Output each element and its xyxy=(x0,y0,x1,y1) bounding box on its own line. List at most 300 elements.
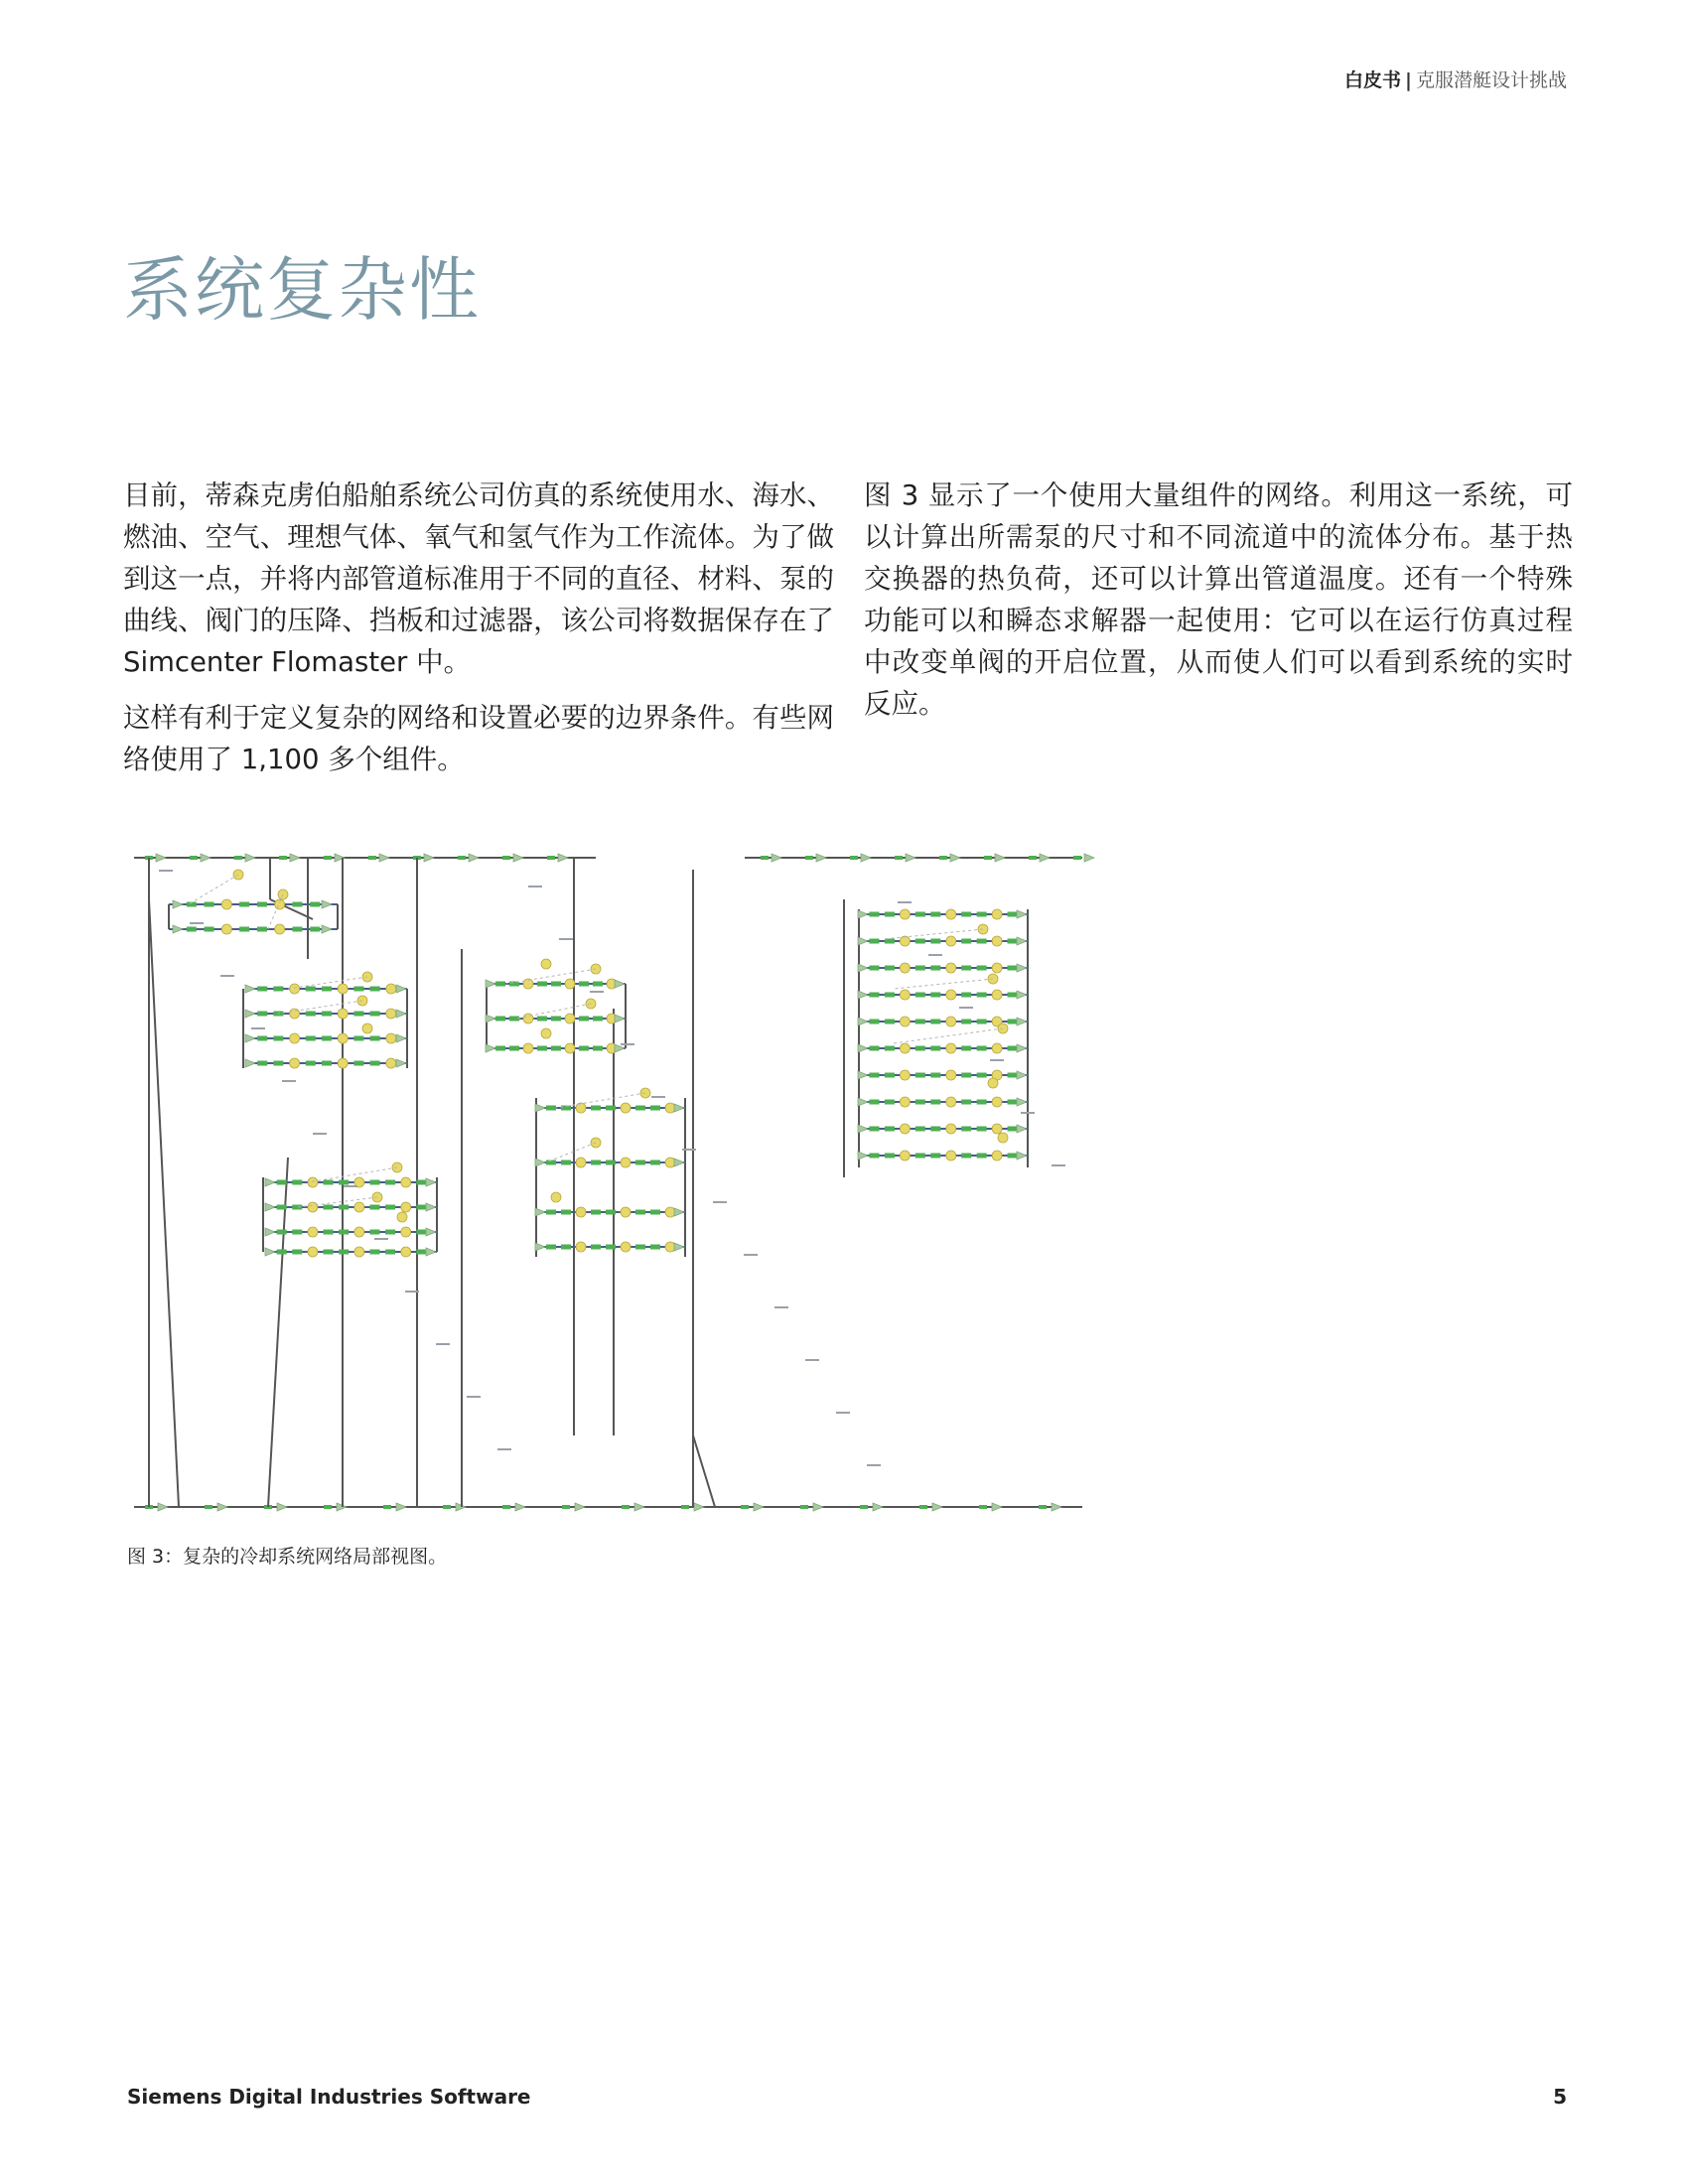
heat-exchanger xyxy=(308,1202,318,1212)
flow-node xyxy=(816,854,826,862)
pipe-component xyxy=(579,982,589,987)
flow-node xyxy=(858,1152,868,1160)
flow-node xyxy=(674,1104,684,1112)
pipe-component xyxy=(310,927,320,932)
pipe-component xyxy=(537,1046,547,1051)
pipe-component xyxy=(1029,856,1037,860)
pipe-component xyxy=(606,1210,616,1215)
heat-exchanger xyxy=(946,990,956,1000)
heat-exchanger xyxy=(621,1242,631,1252)
pipe-component xyxy=(591,1106,601,1111)
heat-exchanger xyxy=(565,1043,575,1053)
pipe-component xyxy=(292,1250,302,1255)
heat-exchanger xyxy=(362,1024,372,1033)
pipe-component xyxy=(353,1012,363,1017)
heat-exchanger xyxy=(386,1058,396,1068)
pipe-component xyxy=(961,1154,971,1159)
tiny-label-mark xyxy=(467,1396,481,1398)
pipe-component xyxy=(977,1100,987,1105)
heat-exchanger xyxy=(900,1124,910,1134)
flow-node xyxy=(513,854,523,862)
pipe-component xyxy=(277,1230,287,1235)
heat-exchanger xyxy=(998,1133,1008,1143)
flow-node xyxy=(396,985,406,993)
flow-node xyxy=(265,1228,275,1236)
pipe-component xyxy=(915,993,925,998)
flow-node xyxy=(426,1178,436,1186)
tiny-label-mark xyxy=(374,1238,388,1240)
pipe-component xyxy=(257,902,267,907)
pipe-component xyxy=(1073,856,1081,860)
flow-node xyxy=(265,1248,275,1256)
pipe-component xyxy=(961,1073,971,1078)
pipe-component xyxy=(869,1127,879,1132)
flow-node xyxy=(858,991,868,999)
pipe-component xyxy=(339,1205,349,1210)
heat-exchanger xyxy=(900,1070,910,1080)
heat-exchanger xyxy=(946,936,956,946)
pipe-component xyxy=(593,1046,603,1051)
pipe-component xyxy=(257,987,267,992)
pipe-component xyxy=(324,1250,334,1255)
heat-exchanger xyxy=(900,963,910,973)
tiny-label-mark xyxy=(436,1343,450,1345)
pipe-component xyxy=(622,1505,630,1509)
header-separator: | xyxy=(1405,69,1412,91)
network-diagram xyxy=(129,840,1097,1515)
flow-node xyxy=(426,1228,436,1236)
running-header xyxy=(1344,66,1567,92)
flow-node xyxy=(861,854,871,862)
pipe-component xyxy=(930,1020,940,1024)
pipe-component xyxy=(869,1100,879,1105)
pipe-component xyxy=(273,987,283,992)
flow-node xyxy=(1017,991,1027,999)
pipe-component xyxy=(915,939,925,944)
pipe-component xyxy=(977,1073,987,1078)
pipe-component xyxy=(869,1046,879,1051)
tiny-label-mark xyxy=(651,1096,665,1098)
pipe-component xyxy=(977,1020,987,1024)
pipe-component xyxy=(416,1180,426,1185)
heat-exchanger xyxy=(551,1192,561,1202)
pipe-component xyxy=(416,1205,426,1210)
pipe-component xyxy=(977,1154,987,1159)
pipe-component xyxy=(606,1245,616,1250)
pipe-component xyxy=(370,1061,380,1066)
pipe-component xyxy=(930,1073,940,1078)
flow-node xyxy=(173,925,183,933)
heat-exchanger xyxy=(290,1058,300,1068)
heat-exchanger xyxy=(221,899,231,909)
flow-node xyxy=(674,1243,684,1251)
flow-node xyxy=(396,1503,406,1511)
pipe-component xyxy=(984,856,992,860)
flow-node xyxy=(277,1503,287,1511)
pipe-component xyxy=(339,1250,349,1255)
pipe-component xyxy=(606,1160,616,1165)
heat-exchanger xyxy=(946,1017,956,1026)
tiny-label-mark xyxy=(1052,1164,1065,1166)
flow-node xyxy=(265,1203,275,1211)
pipe-component xyxy=(322,1061,332,1066)
pipe-component xyxy=(885,1020,895,1024)
tiny-label-mark xyxy=(959,1007,973,1009)
pipe-component xyxy=(277,1205,287,1210)
pipe-component xyxy=(635,1160,645,1165)
heat-exchanger xyxy=(992,990,1002,1000)
flow-node xyxy=(995,854,1005,862)
flow-node xyxy=(1017,1018,1027,1025)
tiny-label-mark xyxy=(774,1306,788,1308)
flow-node xyxy=(469,854,479,862)
pipe-component xyxy=(650,1210,660,1215)
tiny-label-mark xyxy=(990,1059,1004,1061)
pipe-component xyxy=(930,912,940,917)
flow-node xyxy=(245,854,255,862)
pipe-component xyxy=(869,939,879,944)
pipe-component xyxy=(292,1230,302,1235)
pipe-component xyxy=(306,987,316,992)
heat-exchanger xyxy=(541,959,551,969)
pipe-component xyxy=(977,939,987,944)
pipe-component xyxy=(324,1505,332,1509)
pipe-component xyxy=(273,1061,283,1066)
pipe-component xyxy=(930,1100,940,1105)
heat-exchanger xyxy=(992,1151,1002,1160)
pipe-component xyxy=(869,1020,879,1024)
heat-exchanger xyxy=(665,1242,675,1252)
pipe-component xyxy=(551,982,561,987)
flow-node xyxy=(245,985,255,993)
pipe-component xyxy=(458,856,466,860)
flow-node xyxy=(1017,964,1027,972)
flow-node xyxy=(379,854,389,862)
flow-node xyxy=(575,1503,585,1511)
flow-node xyxy=(535,1159,545,1166)
pipe-component xyxy=(977,1046,987,1051)
heat-exchanger xyxy=(992,1124,1002,1134)
pipe-component xyxy=(495,1017,505,1022)
pipe-component xyxy=(869,993,879,998)
heat-exchanger xyxy=(576,1103,586,1113)
flow-node xyxy=(932,1503,942,1511)
pipe-component xyxy=(292,1180,302,1185)
flow-node xyxy=(858,1071,868,1079)
heat-exchanger xyxy=(338,1033,348,1043)
pipe-component xyxy=(306,1036,316,1041)
tiny-label-mark xyxy=(497,1448,511,1450)
pipe-component xyxy=(353,1036,363,1041)
flow-node xyxy=(754,1503,764,1511)
pipe-component xyxy=(385,1230,395,1235)
flow-node xyxy=(535,1243,545,1251)
pipe-component xyxy=(322,1036,332,1041)
flow-node xyxy=(1040,854,1050,862)
pipe-component xyxy=(885,1100,895,1105)
flow-node xyxy=(515,1503,525,1511)
heat-exchanger xyxy=(541,1028,551,1038)
control-link xyxy=(884,929,983,939)
pipe-component xyxy=(551,1046,561,1051)
pipe-component xyxy=(239,927,249,932)
pipe-component xyxy=(593,982,603,987)
tiny-label-mark xyxy=(159,870,173,872)
pipe-component xyxy=(650,1160,660,1165)
pipe-component xyxy=(930,966,940,971)
heat-exchanger xyxy=(523,1043,533,1053)
flow-node xyxy=(615,1015,625,1023)
pipe-component xyxy=(635,1210,645,1215)
flow-node xyxy=(396,1034,406,1042)
pipe-component xyxy=(635,1106,645,1111)
pipe-component xyxy=(306,1012,316,1017)
pipe-component xyxy=(930,1154,940,1159)
pipe-component xyxy=(885,1073,895,1078)
pipe-segment xyxy=(693,1435,715,1507)
pipe-component xyxy=(509,1017,519,1022)
tiny-label-mark xyxy=(190,922,204,924)
pipe-component xyxy=(915,966,925,971)
heat-exchanger xyxy=(386,1033,396,1043)
heat-exchanger xyxy=(290,1009,300,1019)
heat-exchanger xyxy=(946,963,956,973)
pipe-component xyxy=(919,1505,927,1509)
pipe-component xyxy=(800,1505,808,1509)
tiny-label-mark xyxy=(621,1043,634,1045)
control-link xyxy=(308,1167,397,1182)
pipe-component xyxy=(416,1250,426,1255)
pipe-component xyxy=(187,927,197,932)
flow-node xyxy=(424,854,434,862)
flow-node xyxy=(813,1503,823,1511)
pipe-component xyxy=(650,1106,660,1111)
heat-exchanger xyxy=(621,1158,631,1167)
pipe-component xyxy=(606,1106,616,1111)
heat-exchanger xyxy=(900,1043,910,1053)
flow-node xyxy=(1084,854,1094,862)
left-column xyxy=(123,475,834,794)
pipe-component xyxy=(310,902,320,907)
heat-exchanger xyxy=(992,1097,1002,1107)
heat-exchanger xyxy=(308,1227,318,1237)
pipe-component xyxy=(761,856,769,860)
flow-node xyxy=(858,964,868,972)
pipe-component xyxy=(915,1100,925,1105)
right-column xyxy=(864,475,1573,739)
flow-node xyxy=(290,854,300,862)
tiny-label-mark xyxy=(559,938,573,940)
pipe-component xyxy=(869,1073,879,1078)
pipe-component xyxy=(1008,939,1018,944)
heat-exchanger xyxy=(988,1078,998,1088)
pipe-component xyxy=(741,1505,749,1509)
pipe-component xyxy=(324,1205,334,1210)
flow-node xyxy=(674,1208,684,1216)
pipe-component xyxy=(257,1036,267,1041)
pipe-component xyxy=(546,1245,556,1250)
heat-exchanger xyxy=(665,1207,675,1217)
heat-exchanger xyxy=(338,1058,348,1068)
heat-exchanger xyxy=(354,1247,364,1257)
tiny-label-mark xyxy=(682,1149,696,1151)
pipe-component xyxy=(869,912,879,917)
pipe-component xyxy=(370,1036,380,1041)
flow-node xyxy=(1017,1152,1027,1160)
flow-node xyxy=(245,1059,255,1067)
flow-node xyxy=(486,1044,495,1052)
flow-node xyxy=(906,854,915,862)
left-paragraph-1: 目前，蒂森克虏伯船舶系统公司仿真的系统使用水、海水、燃油、空气、理想气体、氧气和氢气作为工作流体。为了做到这一点，并将内部管道标准用于不同的直径、材料、泵的曲线、阀门的压降、挡板和过滤器，该公司将数据保存在了 Simcenter Flomaster 中。 xyxy=(123,479,834,678)
pipe-component xyxy=(860,1505,868,1509)
pipe-component xyxy=(324,856,332,860)
flow-node xyxy=(486,980,495,988)
pipe-component xyxy=(961,1020,971,1024)
pipe-segment xyxy=(149,899,179,1507)
pipe-component xyxy=(869,1154,879,1159)
tiny-label-mark xyxy=(590,991,604,993)
pipe-component xyxy=(495,1046,505,1051)
heat-exchanger xyxy=(900,990,910,1000)
heat-exchanger xyxy=(290,984,300,994)
heat-exchanger xyxy=(401,1202,411,1212)
pipe-component xyxy=(277,1250,287,1255)
pipe-component xyxy=(1008,912,1018,917)
heat-exchanger xyxy=(397,1212,407,1222)
pipe-component xyxy=(339,1180,349,1185)
pipe-component xyxy=(591,1210,601,1215)
control-link xyxy=(298,1197,377,1207)
pipe-component xyxy=(979,1505,987,1509)
header-topic: 克服潜艇设计挑战 xyxy=(1415,69,1567,91)
pipe-component xyxy=(961,1046,971,1051)
pipe-component xyxy=(385,1180,395,1185)
pipe-component xyxy=(324,1230,334,1235)
tiny-label-mark xyxy=(805,1359,819,1361)
flow-node xyxy=(615,980,625,988)
pipe-component xyxy=(930,1046,940,1051)
flow-node xyxy=(158,1503,168,1511)
pipe-component xyxy=(961,912,971,917)
pipe-component xyxy=(561,1245,571,1250)
pipe-component xyxy=(205,1505,212,1509)
pipe-component xyxy=(277,1180,287,1185)
flow-node xyxy=(1017,910,1027,918)
pipe-component xyxy=(930,993,940,998)
right-paragraph-1: 图 3 显示了一个使用大量组件的网络。利用这一系统，可以计算出所需泵的尺寸和不同流道中的流体分布。基于热交换器的热负荷，还可以计算出管道温度。还有一个特殊功能可以和瞬态求解器一起使用：它可以在运行仿真过程中改变单阀的开启位置，从而使人们可以看到系统的实时反应。 xyxy=(864,479,1573,720)
pipe-component xyxy=(850,856,858,860)
heat-exchanger xyxy=(946,1124,956,1134)
pipe-component xyxy=(385,1250,395,1255)
pipe-component xyxy=(292,1205,302,1210)
pipe-component xyxy=(551,1017,561,1022)
pipe-component xyxy=(681,1505,689,1509)
pipe-component xyxy=(339,1230,349,1235)
pipe-component xyxy=(205,927,214,932)
pipe-component xyxy=(561,1210,571,1215)
pipe-component xyxy=(579,1046,589,1051)
page-number: 5 xyxy=(1553,2085,1567,2109)
pipe-component xyxy=(273,1036,283,1041)
left-paragraph-2: 这样有利于定义复杂的网络和设置必要的边界条件。有些网络使用了 1,100 多个组件。 xyxy=(123,702,834,775)
pipe-component xyxy=(205,902,214,907)
heat-exchanger xyxy=(992,909,1002,919)
control-link xyxy=(189,875,238,904)
pipe-component xyxy=(961,1100,971,1105)
pipe-component xyxy=(546,1210,556,1215)
control-link xyxy=(278,1001,362,1014)
pipe-component xyxy=(509,1046,519,1051)
pipe-component xyxy=(977,966,987,971)
heat-exchanger xyxy=(290,1033,300,1043)
pipe-component xyxy=(1008,966,1018,971)
heat-exchanger xyxy=(900,1017,910,1026)
pipe-component xyxy=(292,927,302,932)
flow-node xyxy=(558,854,568,862)
heat-exchanger xyxy=(565,1014,575,1024)
pipe-segment xyxy=(268,1158,288,1507)
pipe-component xyxy=(443,1505,451,1509)
flow-node xyxy=(858,1098,868,1106)
heat-exchanger xyxy=(946,1151,956,1160)
flow-node xyxy=(245,1034,255,1042)
control-link xyxy=(894,1028,1003,1043)
flow-node xyxy=(1017,1125,1027,1133)
pipe-component xyxy=(961,939,971,944)
tiny-label-mark xyxy=(344,1185,357,1187)
tiny-label-mark xyxy=(528,886,542,887)
pipe-component xyxy=(915,912,925,917)
flow-node xyxy=(950,854,960,862)
heat-exchanger xyxy=(401,1227,411,1237)
tiny-label-mark xyxy=(744,1254,758,1256)
heat-exchanger xyxy=(900,1151,910,1160)
heat-exchanger xyxy=(992,1043,1002,1053)
flow-node xyxy=(1017,937,1027,945)
heat-exchanger xyxy=(354,1202,364,1212)
pipe-component xyxy=(369,1180,379,1185)
heat-exchanger xyxy=(275,899,285,909)
flow-node xyxy=(201,854,211,862)
flow-node xyxy=(1017,1071,1027,1079)
pipe-component xyxy=(370,1012,380,1017)
heat-exchanger xyxy=(565,979,575,989)
tiny-label-mark xyxy=(251,1027,265,1029)
pipe-component xyxy=(1008,1073,1018,1078)
heat-exchanger xyxy=(900,909,910,919)
flow-node xyxy=(535,1208,545,1216)
pipe-component xyxy=(885,993,895,998)
pipe-component xyxy=(416,1230,426,1235)
pipe-component xyxy=(1008,1046,1018,1051)
pipe-component xyxy=(368,856,376,860)
pipe-component xyxy=(1008,993,1018,998)
pipe-component xyxy=(939,856,947,860)
flow-node xyxy=(858,1044,868,1052)
pipe-component xyxy=(546,1106,556,1111)
tiny-label-mark xyxy=(867,1464,881,1466)
tiny-label-mark xyxy=(928,954,942,956)
flow-node xyxy=(396,1059,406,1067)
heat-exchanger xyxy=(665,1103,675,1113)
footer-company: Siemens Digital Industries Software xyxy=(127,2085,531,2109)
pipe-component xyxy=(961,993,971,998)
pipe-component xyxy=(561,1160,571,1165)
pipe-component xyxy=(383,1505,391,1509)
pipe-component xyxy=(562,1505,570,1509)
pipe-component xyxy=(885,1154,895,1159)
pipe-component xyxy=(1008,1020,1018,1024)
